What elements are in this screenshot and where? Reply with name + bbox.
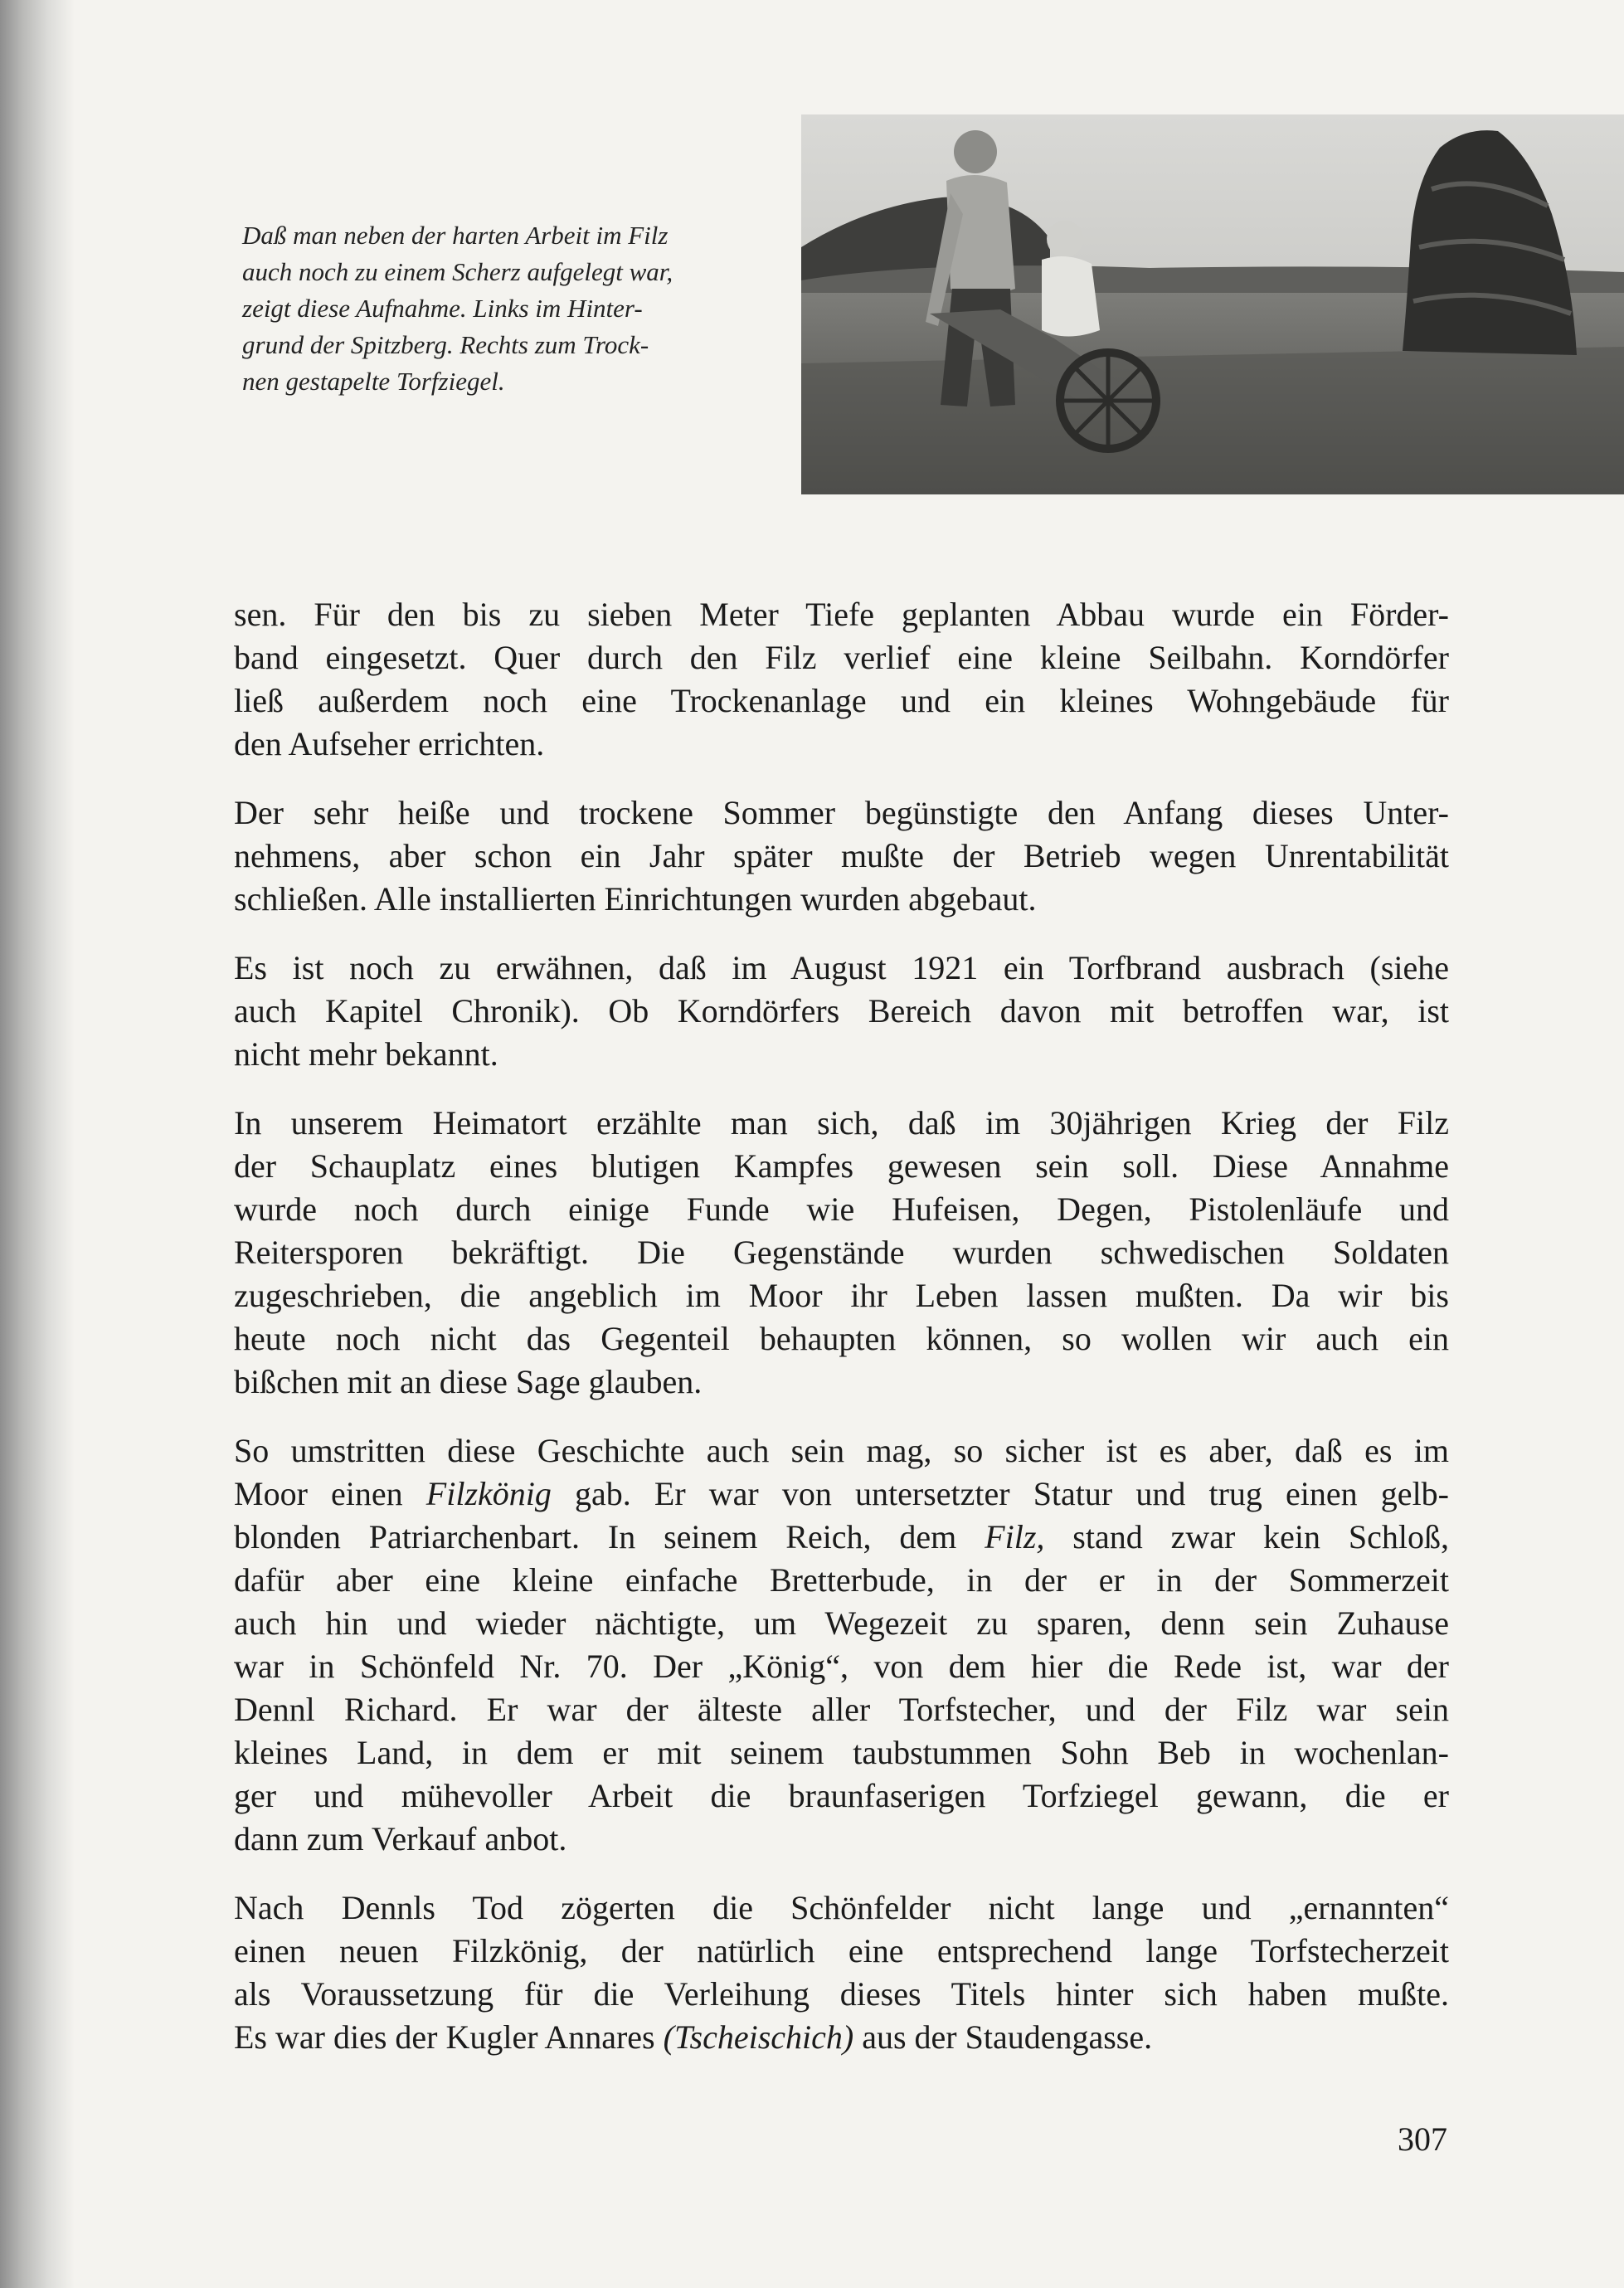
text-line: der Schauplatz eines blutigen Kampfes gewesen sein soll. Diese Annahme [234,1147,1449,1185]
text-line: dann zum Verkauf anbot. [234,1820,567,1857]
text-line [234,1516,1449,1559]
caption-line: Daß man neben der harten Arbeit im Filz [242,221,669,250]
paragraph [234,1886,1449,2059]
text-run: aus der Staudengasse. [853,2018,1153,2056]
text-line: Es ist noch zu erwähnen, daß im August 1921 ein Torfbrand ausbrach (siehe [234,949,1449,986]
text-line: band eingesetzt. Quer durch den Filz verlief eine kleine Seilbahn. Korndörfer [234,639,1449,676]
peat-bog-photo [801,114,1624,494]
text-line: nicht mehr bekannt. [234,1035,498,1073]
paragraph [234,791,1449,921]
italic-term: Filzkönig [425,1475,552,1512]
text-run: gab. Er war von untersetzter Statur und trug einen gelb- [551,1475,1449,1512]
text-line: ger und mühevoller Arbeit die braunfaserigen Torfziegel gewann, die er [234,1777,1449,1814]
caption-line: zeigt diese Aufnahme. Links im Hinter- [242,294,643,323]
italic-term: (Tscheischich) [663,2018,854,2056]
text-line: nehmens, aber schon ein Jahr später mußte der Betrieb wegen Unrentabilität [234,837,1449,874]
text-line: den Aufseher errichten. [234,725,545,762]
text-line: Dennl Richard. Er war der älteste aller Torfstecher, und der Filz war sein [234,1691,1449,1728]
text-line: war in Schönfeld Nr. 70. Der „König“, von dem hier die Rede ist, war der [234,1648,1449,1685]
text-line: Reitersporen bekräftigt. Die Gegenstände wurden schwedischen Soldaten [234,1234,1449,1271]
text-line: Der sehr heiße und trockene Sommer begünstigte den Anfang dieses Unter- [234,794,1449,831]
paragraph [234,593,1449,766]
text-line: als Voraussetzung für die Verleihung dieses Titels hinter sich haben mußte. [234,1975,1449,2013]
paragraph [234,947,1449,1076]
text-run: Moor einen [234,1475,426,1512]
text-line: In unserem Heimatort erzählte man sich, daß im 30jährigen Krieg der Filz [234,1104,1449,1142]
text-line: Nach Dennls Tod zögerten die Schönfelder nicht lange und „ernannten“ [234,1889,1449,1926]
text-line: auch Kapitel Chronik). Ob Korndörfers Bereich davon mit betroffen war, ist [234,992,1449,1030]
text-line: einen neuen Filzkönig, der natürlich eine entsprechend lange Torfstecherzeit [234,1932,1449,1969]
text-run: stand zwar kein Schloß, [1044,1518,1449,1555]
italic-term: Filz, [985,1518,1045,1555]
paragraph [234,1102,1449,1404]
caption-line: nen gestapelte Torfziegel. [242,367,505,396]
text-line: dafür aber eine kleine einfache Bretterbude, in der er in der Sommerzeit [234,1561,1449,1599]
photo-caption [242,217,773,400]
body-text [234,593,1449,2085]
text-line: schließen. Alle installierten Einrichtungen wurden abgebaut. [234,880,1037,918]
text-line: So umstritten diese Geschichte auch sein mag, so sicher ist es aber, daß es im [234,1432,1449,1469]
paragraph [234,1429,1449,1861]
text-line: wurde noch durch einige Funde wie Hufeisen, Degen, Pistolenläufe und [234,1190,1449,1228]
text-line [234,2016,1449,2059]
caption-line: auch noch zu einem Scherz aufgelegt war, [242,257,673,286]
text-line: kleines Land, in dem er mit seinem taubstummen Sohn Beb in wochenlan- [234,1734,1449,1771]
text-line: sen. Für den bis zu sieben Meter Tiefe geplanten Abbau wurde ein Förder- [234,596,1449,633]
text-line [234,1473,1449,1516]
page-number: 307 [1398,2120,1447,2158]
text-line: ließ außerdem noch eine Trockenanlage und ein kleines Wohngebäude für [234,682,1449,719]
text-line: auch hin und wieder nächtigte, um Wegezeit zu sparen, denn sein Zuhause [234,1604,1449,1642]
text-line: heute noch nicht das Gegenteil behaupten können, so wollen wir auch ein [234,1320,1449,1357]
text-run: Es war dies der Kugler Annares [234,2018,664,2056]
text-line: bißchen mit an diese Sage glauben. [234,1363,703,1400]
text-line: zugeschrieben, die angeblich im Moor ihr Leben lassen mußten. Da wir bis [234,1277,1449,1314]
text-run: blonden Patriarchenbart. In seinem Reich, dem [234,1518,985,1555]
caption-line: grund der Spitzberg. Rechts zum Trock- [242,330,649,359]
